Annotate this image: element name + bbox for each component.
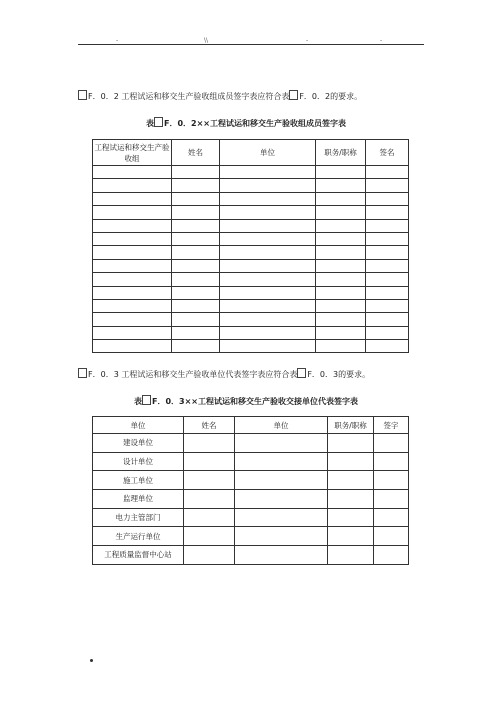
footer-bullet-mark bbox=[90, 659, 93, 662]
table-cell bbox=[172, 299, 220, 312]
table-cell bbox=[93, 326, 172, 339]
table-cell bbox=[184, 508, 235, 527]
table-cell bbox=[172, 219, 220, 232]
table-cell bbox=[235, 471, 328, 490]
table-row bbox=[93, 527, 409, 546]
table-row bbox=[93, 206, 409, 219]
table-cell bbox=[316, 299, 366, 312]
table-cell bbox=[316, 206, 366, 219]
table-row bbox=[93, 434, 409, 453]
col-header: 姓名 bbox=[172, 140, 220, 166]
table-cell bbox=[172, 340, 220, 353]
paragraph-f03 bbox=[78, 368, 370, 380]
table-cell bbox=[366, 246, 409, 259]
table-cell bbox=[316, 259, 366, 272]
table-cell bbox=[235, 452, 328, 471]
col-header: 单位 bbox=[220, 140, 316, 166]
table-cell bbox=[316, 179, 366, 192]
missing-glyph-icon bbox=[142, 395, 151, 405]
table-cell bbox=[366, 259, 409, 272]
table-cell bbox=[220, 286, 316, 299]
table-row bbox=[93, 166, 409, 179]
table-cell bbox=[93, 246, 172, 259]
missing-glyph-icon bbox=[297, 368, 306, 378]
table-cell bbox=[374, 508, 409, 527]
table-cell bbox=[235, 434, 328, 453]
col-header: 签字 bbox=[374, 417, 409, 434]
table-cell bbox=[172, 192, 220, 205]
table-cell bbox=[366, 286, 409, 299]
table-row bbox=[93, 232, 409, 245]
table-cell bbox=[235, 527, 328, 546]
table-cell bbox=[235, 490, 328, 509]
missing-glyph-icon bbox=[289, 90, 298, 100]
table-cell bbox=[220, 259, 316, 272]
table-cell bbox=[172, 259, 220, 272]
table-row bbox=[93, 286, 409, 299]
table-row bbox=[93, 246, 409, 259]
header-mark: - bbox=[306, 37, 309, 44]
table-cell bbox=[93, 166, 172, 179]
unit-label-cell: 设计单位 bbox=[93, 452, 184, 471]
table-cell bbox=[316, 232, 366, 245]
table-row bbox=[93, 219, 409, 232]
paragraph-text-tail: F．0．3的要求。 bbox=[307, 370, 371, 379]
table-cell bbox=[366, 299, 409, 312]
table-cell bbox=[366, 232, 409, 245]
table1-caption bbox=[146, 117, 346, 129]
unit-label-cell: 施工单位 bbox=[93, 471, 184, 490]
table-cell bbox=[93, 286, 172, 299]
table-cell bbox=[220, 219, 316, 232]
col-header: 职务/职称 bbox=[328, 417, 374, 434]
table-row bbox=[93, 546, 409, 565]
table-cell bbox=[328, 508, 374, 527]
table-cell bbox=[172, 179, 220, 192]
col-header: 单位 bbox=[93, 417, 184, 434]
table-cell bbox=[184, 452, 235, 471]
table-cell bbox=[366, 313, 409, 326]
col-header: 工程试运和移交生产验收组 bbox=[93, 140, 172, 166]
table-cell bbox=[172, 313, 220, 326]
table-cell bbox=[93, 192, 172, 205]
table-row bbox=[93, 326, 409, 339]
caption-prefix: 表 bbox=[146, 119, 154, 128]
header-mark: \\ bbox=[204, 37, 209, 44]
member-signature-table bbox=[92, 139, 409, 353]
table-cell bbox=[172, 206, 220, 219]
table-cell bbox=[316, 246, 366, 259]
table-cell bbox=[328, 527, 374, 546]
col-header: 职务/职称 bbox=[316, 140, 366, 166]
table-cell bbox=[172, 273, 220, 286]
table-cell bbox=[366, 340, 409, 353]
table-cell bbox=[93, 340, 172, 353]
table-cell bbox=[328, 546, 374, 565]
table-cell bbox=[316, 340, 366, 353]
table-cell bbox=[93, 299, 172, 312]
table-cell bbox=[220, 326, 316, 339]
table-cell bbox=[220, 273, 316, 286]
header-mark: - bbox=[116, 37, 119, 44]
table-cell bbox=[316, 166, 366, 179]
table-header-row bbox=[93, 417, 409, 434]
col-header: 单位 bbox=[235, 417, 328, 434]
table-cell bbox=[172, 166, 220, 179]
table-row bbox=[93, 508, 409, 527]
col-header: 签名 bbox=[366, 140, 409, 166]
paragraph-text: F．0．3 工程试运和移交生产验收单位代表签字表应符合表 bbox=[88, 370, 298, 379]
table-cell bbox=[220, 206, 316, 219]
table-row bbox=[93, 452, 409, 471]
unit-representative-table bbox=[92, 416, 409, 565]
table-row bbox=[93, 340, 409, 353]
table-cell bbox=[316, 286, 366, 299]
missing-glyph-icon bbox=[78, 368, 87, 378]
table-cell bbox=[366, 166, 409, 179]
table-cell bbox=[93, 179, 172, 192]
table-cell bbox=[184, 471, 235, 490]
table-cell bbox=[374, 527, 409, 546]
table-cell bbox=[184, 546, 235, 565]
table-row bbox=[93, 490, 409, 509]
caption-text: F．0．3××工程试运和移交生产验收交接单位代表签字表 bbox=[152, 397, 359, 406]
table-cell bbox=[93, 273, 172, 286]
table-cell bbox=[220, 299, 316, 312]
table-cell bbox=[374, 546, 409, 565]
table-cell bbox=[184, 434, 235, 453]
table-cell bbox=[374, 490, 409, 509]
table-cell bbox=[374, 434, 409, 453]
table-cell bbox=[220, 340, 316, 353]
table-cell bbox=[93, 219, 172, 232]
table-cell bbox=[316, 219, 366, 232]
table-row bbox=[93, 179, 409, 192]
table-cell bbox=[235, 508, 328, 527]
table-cell bbox=[366, 192, 409, 205]
paragraph-f02 bbox=[78, 90, 362, 102]
table2-caption bbox=[134, 395, 358, 407]
table-cell bbox=[374, 471, 409, 490]
table-cell bbox=[184, 490, 235, 509]
table-cell bbox=[328, 434, 374, 453]
table-row bbox=[93, 273, 409, 286]
table-cell bbox=[93, 313, 172, 326]
table-cell bbox=[184, 527, 235, 546]
table-cell bbox=[172, 286, 220, 299]
table-cell bbox=[328, 452, 374, 471]
header-mark: - bbox=[380, 37, 383, 44]
unit-label-cell: 工程质量监督中心站 bbox=[93, 546, 184, 565]
table-cell bbox=[172, 246, 220, 259]
caption-text: F．0．2××工程试运和移交生产验收组成员签字表 bbox=[164, 119, 347, 128]
table-row bbox=[93, 313, 409, 326]
table-cell bbox=[316, 273, 366, 286]
table-cell bbox=[172, 326, 220, 339]
table-cell bbox=[316, 313, 366, 326]
unit-label-cell: 监理单位 bbox=[93, 490, 184, 509]
col-header: 姓名 bbox=[184, 417, 235, 434]
header-rule bbox=[78, 44, 424, 45]
table-cell bbox=[366, 206, 409, 219]
missing-glyph-icon bbox=[154, 117, 163, 127]
table-cell bbox=[220, 246, 316, 259]
table-cell bbox=[328, 490, 374, 509]
table-row bbox=[93, 192, 409, 205]
table-cell bbox=[366, 219, 409, 232]
table-row bbox=[93, 259, 409, 272]
table-cell bbox=[316, 326, 366, 339]
caption-prefix: 表 bbox=[134, 397, 142, 406]
table-cell bbox=[93, 259, 172, 272]
table-cell bbox=[328, 471, 374, 490]
paragraph-text-tail: F．0．2的要求。 bbox=[299, 92, 363, 101]
unit-label-cell: 建设单位 bbox=[93, 434, 184, 453]
table-cell bbox=[366, 273, 409, 286]
unit-label-cell: 生产运行单位 bbox=[93, 527, 184, 546]
table-cell bbox=[172, 232, 220, 245]
table-cell bbox=[93, 232, 172, 245]
table-cell bbox=[220, 232, 316, 245]
table-header-row bbox=[93, 140, 409, 166]
table-cell bbox=[220, 179, 316, 192]
table-cell bbox=[366, 179, 409, 192]
table-cell bbox=[316, 192, 366, 205]
table-cell bbox=[220, 192, 316, 205]
table-cell bbox=[220, 166, 316, 179]
table-row bbox=[93, 471, 409, 490]
table-cell bbox=[93, 206, 172, 219]
paragraph-text: F．0．2 工程试运和移交生产验收组成员签字表应符合表 bbox=[88, 92, 290, 101]
table-cell bbox=[220, 313, 316, 326]
table-cell bbox=[235, 546, 328, 565]
unit-label-cell: 电力主管部门 bbox=[93, 508, 184, 527]
table-cell bbox=[366, 326, 409, 339]
missing-glyph-icon bbox=[78, 90, 87, 100]
table-row bbox=[93, 299, 409, 312]
table-cell bbox=[374, 452, 409, 471]
